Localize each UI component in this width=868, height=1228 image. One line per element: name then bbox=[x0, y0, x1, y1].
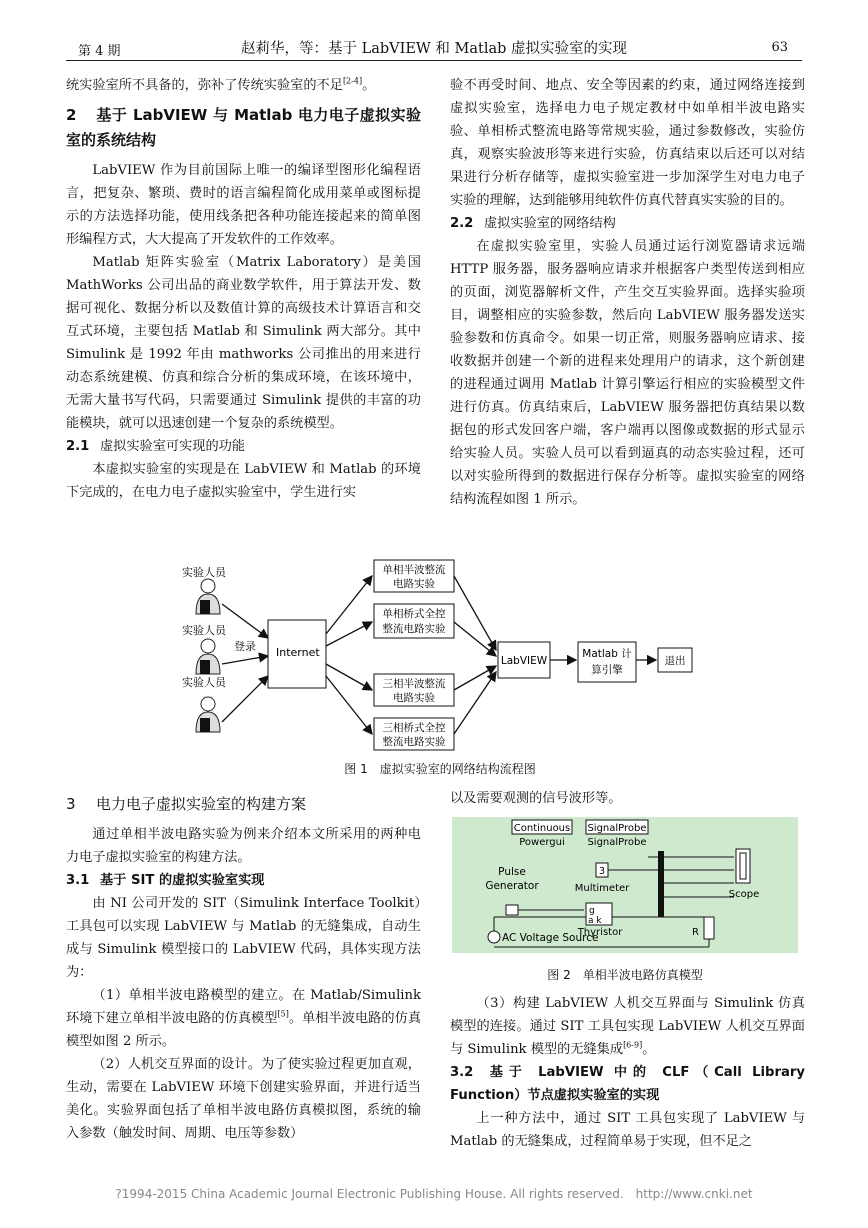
svg-text:三相桥式全控: 三相桥式全控 bbox=[382, 722, 446, 734]
figure-1-caption: 图 1 虚拟实验室的网络结构流程图 bbox=[344, 762, 536, 776]
subsection-heading-3-1: 3.1 基于 SIT 的虚拟实验室实现 bbox=[66, 873, 265, 888]
simulink-svg bbox=[452, 817, 798, 953]
svg-text:电路实验: 电路实验 bbox=[393, 578, 435, 590]
svg-text:SignalProbe: SignalProbe bbox=[587, 837, 647, 848]
svg-text:Powergui: Powergui bbox=[519, 837, 565, 848]
paragraph: 在虚拟实验室里，实验人员通过运行浏览器请求远端 HTTP 服务器，服务器响应请求并根据客户类型传送到相应的页面，浏览器解析文件，产生交互实验界面。选择实验项目，调整相应的实验参数，然后向 LabVIEW 服务器发送实验参数和仿真命令。如果一切正常，则服务器响应请求、接收数据并创建一个新的进程来处理用户的请求，这个新创建的进程通过调用 Matlab 计算引擎运行相应的实验模型文件进行仿真。仿真结束后，LabVIEW 服务器把仿真结果以数据包的形式发回客户端，客户端再以图像或数据的形式显示给实验人员。实验人员可以看到逼真的动态实验过程，还可以对实验所得到的数据进行保存分析等。虚拟实验室的网络结构流程如图 1 所示。 bbox=[450, 239, 805, 507]
subsection-heading-3-2: 3.2 基于 LabVIEW 中的 CLF（Call Library Function）节点虚拟实验室的实现 bbox=[450, 1065, 805, 1103]
figure-2-caption: 图 2 单相半波电路仿真模型 bbox=[547, 968, 703, 982]
svg-text:Generator: Generator bbox=[485, 880, 539, 892]
svg-text:Multimeter: Multimeter bbox=[574, 883, 630, 894]
paragraph: Matlab 矩阵实验室（Matrix Laboratory）是美国 MathWorks 公司出品的商业数学软件，用于算法开发、数据可视化、数据分析以及数值计算的高级技术计算语言和交互式环境，主要包括 Matlab 和 Simulink 两大部分。其中 Simulink 是 1992 年由 mathworks 公司推出的用来进行动态系统建模、仿真和综合分析的集成环境，在该环境中，无需大量书写代码，只需要通过 Simulink 提供的丰富的功能模块，就可以迅速创建一个复杂的系统模型。 bbox=[66, 255, 421, 431]
copyright-footer: ?1994-2015 China Academic Journal Electronic Publishing House. All rights reserved. http://www.cnki.net bbox=[115, 1187, 753, 1201]
svg-text:a k: a k bbox=[588, 916, 602, 926]
svg-text:Pulse: Pulse bbox=[498, 866, 526, 878]
svg-text:g: g bbox=[589, 906, 595, 916]
section-heading-2: 2 基于 LabVIEW 与 Matlab 电力电子虚拟实验室的系统结构 bbox=[66, 106, 421, 149]
svg-text:3: 3 bbox=[598, 866, 606, 877]
svg-text:单相桥式全控: 单相桥式全控 bbox=[382, 608, 446, 620]
svg-text:AC Voltage Source: AC Voltage Source bbox=[502, 932, 599, 944]
paragraph: 由 NI 公司开发的 SIT（Simulink Interface Toolkit）工具包可以实现 LabVIEW 与 Matlab 的无缝集成，自动生成与 Simulink 模型接口的 LabVIEW 代码，具体实现方法为： bbox=[66, 896, 421, 980]
svg-text:单相半波整流: 单相半波整流 bbox=[382, 564, 446, 576]
svg-text:LabVIEW: LabVIEW bbox=[500, 655, 548, 667]
page-header bbox=[66, 36, 802, 61]
user-label: 实验人员 bbox=[182, 676, 226, 689]
right-column-upper bbox=[450, 74, 805, 511]
citation[interactable]: [6-9] bbox=[623, 1040, 643, 1050]
figure-2-simulink-model bbox=[452, 817, 798, 953]
svg-text:退出: 退出 bbox=[664, 655, 686, 667]
svg-text:三相半波整流: 三相半波整流 bbox=[382, 678, 446, 690]
paragraph: 统实验室所不具备的，弥补了传统实验室的不足[2-4]。 bbox=[66, 76, 376, 93]
svg-text:Scope: Scope bbox=[728, 889, 760, 900]
subsection-heading-2-1: 2.1 虚拟实验室可实现的功能 bbox=[66, 439, 246, 454]
user-label: 实验人员 bbox=[182, 624, 226, 637]
svg-text:算引擎: 算引擎 bbox=[591, 664, 623, 676]
issue-number: 第 4 期 bbox=[78, 44, 121, 59]
citation[interactable]: [5] bbox=[277, 1009, 289, 1019]
paragraph: 本虚拟实验室的实现是在 LabVIEW 和 Matlab 的环境下完成的，在电力电子虚拟实验室中，学生进行实 bbox=[66, 462, 421, 500]
paragraph: 验不再受时间、地点、安全等因素的约束，通过网络连接到虚拟实验室，选择电力电子规定教材中如单相半波电路实验、单相桥式整流电路等常规实验，通过参数修改，实验仿真，观察实验波形等来进行实验，仿真结束以后还可以对结果进行分析存储等，虚拟实验室进一步加深学生对电力电子实验的理解，达到能够用纯软件仿真代替真实实验的目的。 bbox=[450, 78, 805, 208]
paragraph: （2）人机交互界面的设计。为了使实验过程更加直观，生动，需要在 LabVIEW 环境下创建实验界面，并进行适当美化。实验界面包括了单相半波电路仿真模拟图，系统的输入参数（触发时间、周期、电压等参数） bbox=[66, 1057, 421, 1141]
left-column-upper bbox=[66, 74, 421, 504]
login-label: 登录 bbox=[234, 640, 256, 653]
left-column-lower bbox=[66, 792, 421, 1145]
citation[interactable]: [2-4] bbox=[342, 76, 363, 86]
paragraph: （1）单相半波电路模型的建立。在 Matlab/Simulink 环境下建立单相半波电路的仿真模型[5]。单相半波电路的仿真模型如图 2 所示。 bbox=[66, 988, 422, 1049]
figure-1-network-flowchart bbox=[180, 556, 700, 758]
subsection-heading-2-2: 2.2 虚拟实验室的网络结构 bbox=[450, 216, 616, 231]
paragraph: （3）构建 LabVIEW 人机交互界面与 Simulink 仿真模型的连接。通过 SIT 工具包实现 LabVIEW 人机交互界面与 Simulink 模型的无缝集成[6-9]。 bbox=[450, 996, 805, 1057]
section-heading-3: 3 电力电子虚拟实验室的构建方案 bbox=[66, 795, 307, 813]
svg-text:电路实验: 电路实验 bbox=[393, 692, 435, 704]
svg-text:R: R bbox=[692, 927, 699, 938]
svg-text:整流电路实验: 整流电路实验 bbox=[382, 623, 446, 635]
page-number: 63 bbox=[771, 40, 788, 55]
internet-label: Internet bbox=[276, 646, 320, 659]
svg-text:SignalProbe: SignalProbe bbox=[587, 823, 647, 834]
right-column-lower-top bbox=[450, 787, 805, 810]
paragraph: 通过单相半波电路实验为例来介绍本文所采用的两种电力电子虚拟实验室的构建方法。 bbox=[66, 827, 421, 865]
user-icon bbox=[196, 697, 220, 732]
paragraph: 以及需要观测的信号波形等。 bbox=[450, 791, 622, 806]
running-title: 赵莉华，等：基于 LabVIEW 和 Matlab 虚拟实验室的实现 bbox=[240, 41, 628, 57]
paragraph: 上一种方法中，通过 SIT 工具包实现了 LabVIEW 与 Matlab 的无缝集成，过程简单易于实现，但不足之 bbox=[450, 1111, 805, 1149]
paragraph: LabVIEW 作为目前国际上唯一的编译型图形化编程语言，把复杂、繁琐、费时的语言编程简化成用菜单或图标提示的方法选择功能，使用线条把各种功能连接起来的简单图形编程方式，大大提高了开发软件的工作效率。 bbox=[66, 163, 421, 247]
svg-text:整流电路实验: 整流电路实验 bbox=[382, 736, 446, 748]
user-label: 实验人员 bbox=[182, 566, 226, 579]
user-icon bbox=[196, 639, 220, 674]
right-column-lower bbox=[450, 992, 805, 1153]
user-icon bbox=[196, 579, 220, 614]
svg-text:Continuous: Continuous bbox=[513, 823, 571, 834]
svg-text:Thyristor: Thyristor bbox=[577, 927, 623, 938]
svg-text:Matlab 计: Matlab 计 bbox=[582, 648, 632, 660]
flowchart-svg bbox=[180, 556, 700, 758]
